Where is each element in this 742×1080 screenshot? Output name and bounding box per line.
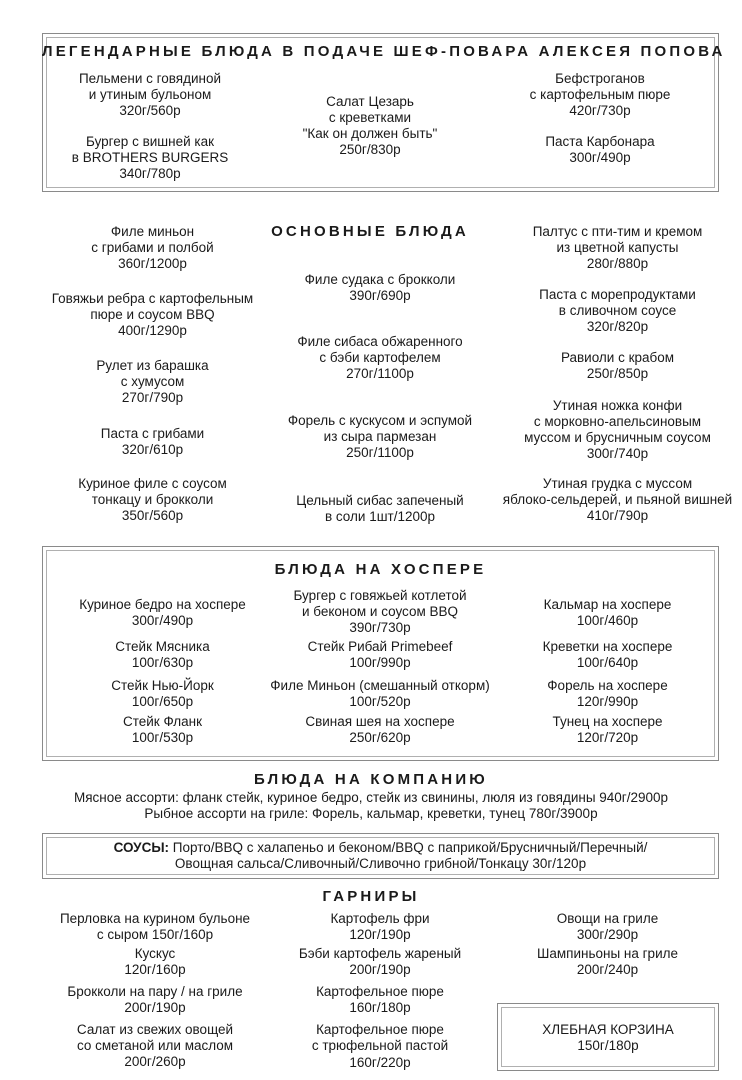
menu-line: Стейк Нью-Йорк	[111, 678, 214, 693]
menu-line: 300г/490р	[131, 613, 194, 628]
josper-item	[265, 639, 495, 671]
menu-line: Стейк Мясника	[115, 639, 210, 654]
menu-line: 120г/190р	[349, 927, 411, 942]
legendary-item	[260, 94, 480, 158]
menu-line: Салат Цезарь	[326, 94, 414, 109]
menu-line: Рулет из барашка	[96, 358, 209, 373]
menu-line: Свиная шея на хоспере	[305, 714, 455, 729]
menu-line: Стейк Фланк	[122, 714, 203, 729]
menu-line: Форель на хоспере	[547, 678, 668, 693]
menu-line: 280г/880р	[586, 256, 649, 271]
menu-line: 100г/530р	[131, 730, 194, 745]
menu-line: 300г/290р	[576, 927, 639, 942]
side-item	[495, 911, 720, 943]
menu-line: 390г/730р	[349, 620, 411, 635]
menu-line: с хумусом	[120, 374, 185, 389]
menu-line: с бэби картофелем	[319, 350, 441, 365]
menu-line: 270г/790р	[121, 390, 184, 405]
menu-line: 160г/180р	[349, 1000, 411, 1015]
menu-line: 250г/620р	[349, 730, 411, 745]
menu-line: из сыра пармезан	[323, 429, 437, 444]
legendary-title: ЛЕГЕНДАРНЫЕ БЛЮДА В ПОДАЧЕ ШЕФ-ПОВАРА АЛЕКСЕЯ ПОПОВА	[42, 43, 726, 60]
sauces-list: Порто/BBQ с халапеньо и беконом/BBQ с паприкой/Брусничный/Перечный/	[169, 840, 648, 855]
menu-line: 200г/260р	[124, 1054, 186, 1069]
legendary-item	[50, 134, 250, 182]
side-item	[40, 911, 270, 943]
main-item	[495, 224, 740, 272]
main-item	[495, 287, 740, 335]
menu-line: 300г/490р	[569, 150, 631, 165]
menu-line: 350г/560р	[121, 508, 184, 523]
legendary-item	[500, 71, 700, 119]
menu-line: 400г/1290р	[118, 323, 187, 338]
menu-line: в сливочном соусе	[558, 303, 677, 318]
menu-line: Палтус с пти-тим и кремом	[532, 224, 703, 239]
menu-line: 360г/1200р	[118, 256, 187, 271]
menu-line: Филе сибаса обжаренного	[297, 334, 463, 349]
menu-line: Тунец на хоспере	[552, 714, 663, 729]
side-item	[270, 984, 490, 1016]
menu-line: 410г/790р	[586, 508, 649, 523]
menu-line: 100г/640р	[576, 655, 639, 670]
menu-line: тонкацу и брокколи	[91, 492, 214, 507]
menu-line: Кальмар на хоспере	[543, 597, 672, 612]
menu-line: 200г/190р	[124, 1000, 186, 1015]
menu-line: Куриное бедро на хоспере	[79, 597, 246, 612]
josper-item	[50, 597, 275, 629]
main-title: ОСНОВНЫЕ БЛЮДА	[271, 223, 469, 240]
menu-line: в соли 1шт/1200р	[324, 509, 436, 524]
josper-item	[495, 678, 720, 710]
menu-line: Креветки на хоспере	[542, 639, 673, 654]
menu-line: Филе Миньон (смешанный откорм)	[270, 678, 490, 693]
menu-line: 320г/560р	[119, 103, 181, 118]
menu-line: ХЛЕБНАЯ КОРЗИНА	[542, 1022, 674, 1037]
menu-line: Филе миньон	[110, 224, 195, 239]
menu-line: Кускус	[134, 946, 176, 961]
menu-line: Паста с грибами	[100, 426, 205, 441]
menu-line: 120г/720р	[576, 730, 639, 745]
menu-line: 150г/180р	[577, 1038, 639, 1053]
side-item	[495, 946, 720, 978]
main-item	[265, 334, 495, 382]
menu-line: яблоко-сельдерей, и пьяной вишней	[502, 492, 733, 507]
josper-item	[50, 678, 275, 710]
menu-line: 200г/240р	[576, 962, 639, 977]
sauces-line-1	[42, 840, 719, 856]
menu-line: Бефстроганов	[555, 71, 645, 86]
menu-line: 100г/650р	[131, 694, 194, 709]
side-item	[270, 1022, 490, 1054]
menu-line: из цветной капусты	[556, 240, 679, 255]
menu-line: Пельмени с говядиной	[78, 71, 222, 86]
main-item	[495, 476, 740, 524]
main-item	[265, 413, 495, 461]
company-line: Рыбное ассорти на гриле: Форель, кальмар, креветки, тунец 780г/3900р	[144, 806, 598, 821]
josper-item	[265, 678, 495, 710]
main-item	[265, 272, 495, 304]
menu-line: Филе судака с брокколи	[304, 272, 456, 287]
menu-line: Куриное филе с соусом	[78, 476, 227, 491]
main-item	[495, 350, 740, 382]
side-item	[40, 1022, 270, 1070]
josper-item	[495, 597, 720, 629]
menu-line: Форель с кускусом и эспумой	[287, 413, 473, 428]
sides-title: ГАРНИРЫ	[322, 888, 420, 905]
menu-line: 340г/780р	[119, 166, 181, 181]
side-item	[270, 1055, 490, 1071]
menu-line: Цельный сибас запеченый	[296, 493, 464, 508]
menu-line: 320г/610р	[121, 442, 184, 457]
menu-line: Стейк Рибай Primebeef	[307, 639, 453, 654]
menu-line: Говяжьи ребра с картофельным	[51, 291, 254, 306]
menu-line: Овощи на гриле	[556, 911, 659, 926]
menu-line: со сметаной или маслом	[76, 1038, 234, 1053]
menu-line: и утиным бульоном	[88, 87, 212, 102]
menu-line: 100г/520р	[349, 694, 411, 709]
menu-line: Паста Карбонара	[545, 134, 655, 149]
menu-line: 420г/730р	[569, 103, 631, 118]
menu-line: 120г/990р	[576, 694, 639, 709]
menu-line: с трюфельной пастой	[311, 1038, 449, 1053]
main-item	[40, 291, 265, 339]
menu-line: Равиоли с крабом	[560, 350, 675, 365]
menu-line: 250г/830р	[339, 142, 401, 157]
menu-line: Бургер с вишней как	[86, 134, 214, 149]
sauces-label: СОУСЫ:	[113, 840, 170, 855]
menu-line: 320г/820р	[586, 319, 649, 334]
josper-item	[50, 714, 275, 746]
menu-line: 160г/220р	[349, 1055, 411, 1070]
menu-line: 300г/740р	[586, 446, 649, 461]
menu-line: "Как он должен быть"	[302, 126, 438, 141]
menu-line: с картофельным пюре	[529, 87, 671, 102]
menu-line: пюре и соусом BBQ	[90, 307, 215, 322]
menu-line: с грибами и полбой	[91, 240, 214, 255]
menu-line: Бургер с говяжьей котлетой	[293, 588, 467, 603]
main-item	[40, 426, 265, 458]
legendary-item	[500, 134, 700, 166]
menu-line: Картофельное пюре	[316, 1022, 444, 1037]
company-title: БЛЮДА НА КОМПАНИЮ	[254, 771, 488, 788]
side-item	[40, 984, 270, 1016]
menu-line: с морковно-апельсиновым	[533, 414, 702, 429]
menu-line: 390г/690р	[349, 288, 411, 303]
menu-line: 200г/190р	[349, 962, 411, 977]
sauces-line-2: Овощная сальса/Сливочный/Сливочно грибной/Тонкацу 30г/120р	[174, 856, 587, 871]
side-item	[40, 946, 270, 978]
josper-item	[265, 714, 495, 746]
josper-title: БЛЮДА НА ХОСПЕРЕ	[274, 561, 487, 578]
bread-item	[497, 1022, 719, 1054]
menu-line: 250г/850р	[586, 366, 649, 381]
menu-line: Салат из свежих овощей	[76, 1022, 234, 1037]
menu-line: Утиная ножка конфи	[552, 398, 683, 413]
menu-line: 100г/630р	[131, 655, 194, 670]
menu-line: и беконом и соусом BBQ	[301, 604, 459, 619]
josper-item	[495, 639, 720, 671]
menu-line: 250г/1100р	[346, 445, 414, 460]
menu-line: с креветками	[328, 110, 412, 125]
main-item	[40, 224, 265, 272]
menu-line: Перловка на курином бульоне	[59, 911, 251, 926]
main-item	[265, 493, 495, 525]
menu-line: Картофельное пюре	[316, 984, 444, 999]
menu-line: Бэби картофель жареный	[298, 946, 462, 961]
menu-line: 270г/1100р	[346, 366, 414, 381]
legendary-item	[50, 71, 250, 119]
company-line: Мясное ассорти: фланк стейк, куриное бедро, стейк из свинины, люля из говядины 940г/2900р	[73, 790, 669, 805]
menu-line: 100г/460р	[576, 613, 639, 628]
menu-line: муссом и брусничным соусом	[524, 430, 711, 445]
menu-line: 100г/990р	[349, 655, 411, 670]
menu-line: Паста с морепродуктами	[539, 287, 696, 302]
main-item	[495, 398, 740, 462]
menu-line: с сыром 150г/160р	[96, 927, 214, 942]
menu-line: Брокколи на пару / на гриле	[67, 984, 243, 999]
side-item	[270, 911, 490, 943]
menu-line: 120г/160р	[124, 962, 186, 977]
main-item	[40, 358, 265, 406]
menu-line: Шампиньоны на гриле	[537, 946, 678, 961]
josper-item	[495, 714, 720, 746]
menu-line: Утиная грудка с муссом	[542, 476, 693, 491]
josper-item	[265, 588, 495, 636]
josper-item	[50, 639, 275, 671]
menu-line: в BROTHERS BURGERS	[71, 150, 229, 165]
side-item	[270, 946, 490, 978]
main-item	[40, 476, 265, 524]
menu-line: Картофель фри	[330, 911, 430, 926]
